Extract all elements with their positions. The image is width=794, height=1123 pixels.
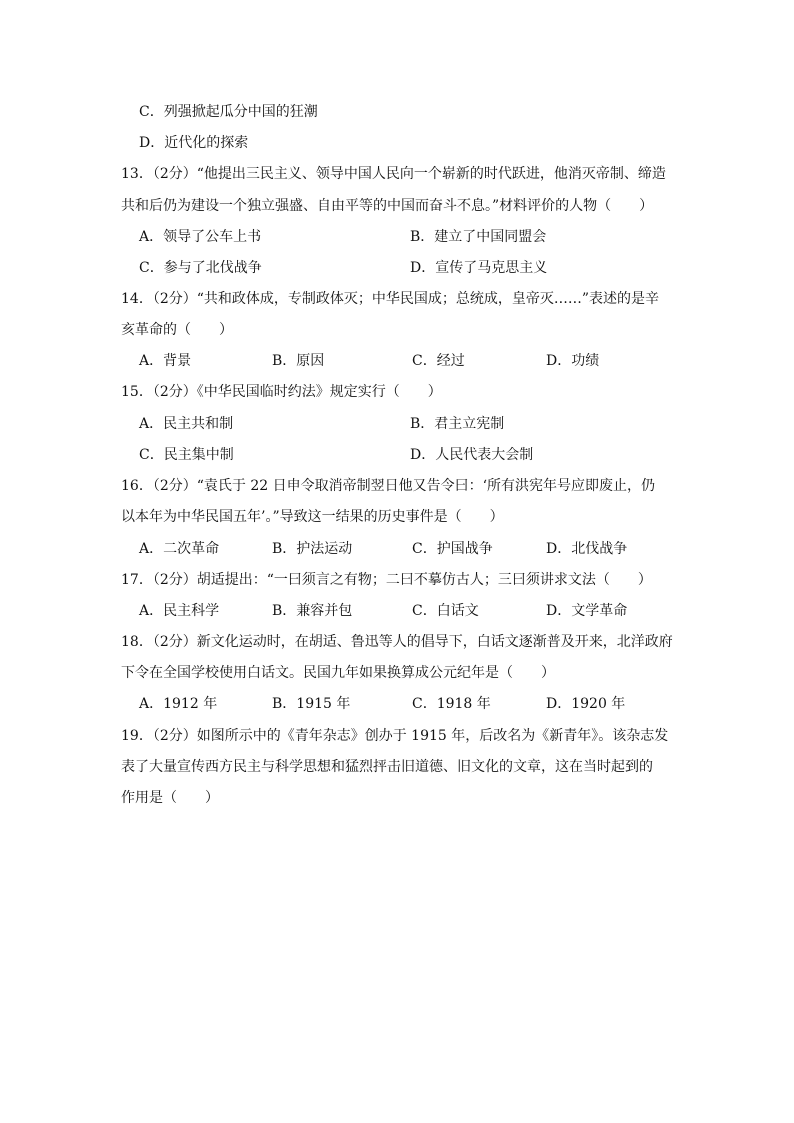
q18-option-a: A．1912 年 — [139, 696, 218, 712]
question-14 — [121, 289, 659, 309]
q18-option-b: B．1915 年 — [272, 696, 351, 712]
question-14-cont: 亥革命的（ ） — [121, 322, 233, 338]
question-15 — [121, 382, 442, 402]
question-text: 胡适提出：“一曰须言之有物；二曰不摹仿古人；三曰须讲求文法（ ） — [196, 572, 652, 588]
question-19-cont-2: 作用是（ ） — [121, 790, 219, 806]
q13-option-c: C．参与了北伐战争 — [139, 260, 262, 276]
question-number: 19．（2分） — [121, 728, 197, 744]
q15-option-b: B．君主立宪制 — [410, 416, 505, 432]
q18-option-c: C．1918 年 — [412, 696, 491, 712]
q14-option-d: D．功绩 — [546, 353, 600, 369]
question-text: 新文化运动时，在胡适、鲁迅等人的倡导下，白话文逐渐普及开来，北洋政府 — [196, 634, 673, 650]
q13-option-a: A．领导了公车上书 — [139, 229, 262, 245]
question-text: “他提出三民主义、领导中国人民向一个崭新的时代跃进，他消灭帝制、缔造 — [196, 166, 666, 182]
q16-option-d: D．北伐战争 — [546, 541, 628, 557]
question-text: 如图所示中的《青年杂志》创办于 1915 年，后改名为《新青年》。该杂志发 — [196, 728, 669, 744]
q17-option-c: C．白话文 — [412, 603, 479, 619]
question-number: 18．（2分） — [121, 634, 197, 650]
question-16 — [121, 476, 655, 496]
q13-option-b: B．建立了中国同盟会 — [410, 229, 547, 245]
q18-option-d: D．1920 年 — [546, 696, 626, 712]
q14-option-b: B．原因 — [272, 353, 325, 369]
q16-option-a: A．二次革命 — [139, 541, 220, 557]
q15-option-d: D．人民代表大会制 — [410, 447, 534, 463]
q16-option-c: C．护国战争 — [412, 541, 493, 557]
question-16-cont: 以本年为中华民国五年’。”导致这一结果的历史事件是（ ） — [121, 509, 504, 525]
question-18 — [121, 632, 673, 652]
question-13-cont: 共和后仍为建设一个独立强盛、自由平等的中国而奋斗不息。”材料评价的人物（ ） — [121, 198, 654, 214]
question-text: “共和政体成，专制政体灭；中华民国成；总统成，皇帝灭……”表述的是辛 — [196, 291, 660, 307]
question-number: 14．（2分） — [121, 291, 197, 307]
question-19-cont: 表了大量宣传西方民主与科学思想和猛烈抨击旧道德、旧文化的文章，这在当时起到的 — [121, 759, 653, 775]
q15-option-a: A．民主共和制 — [139, 416, 234, 432]
question-18-cont: 下令在全国学校使用白话文。民国九年如果换算成公元纪年是（ ） — [121, 665, 555, 681]
q17-option-d: D．文学革命 — [546, 603, 628, 619]
q17-option-b: B．兼容并包 — [272, 603, 353, 619]
prev-option-c: C．列强掀起瓜分中国的狂潮 — [139, 104, 318, 120]
question-number: 16．（2分） — [121, 478, 197, 494]
question-number: 17．（2分） — [121, 572, 197, 588]
question-text: “袁氏于 22 日申令取消帝制翌日他又告令曰：‘所有洪宪年号应即废止，仍 — [196, 478, 656, 494]
q17-option-a: A．民主科学 — [139, 603, 220, 619]
question-13 — [121, 164, 666, 184]
prev-option-d: D．近代化的探索 — [139, 135, 249, 151]
question-text: 《中华民国临时约法》规定实行（ ） — [196, 384, 442, 400]
q13-option-d: D．宣传了马克思主义 — [410, 260, 548, 276]
question-number: 15．（2分） — [121, 384, 197, 400]
question-17 — [121, 570, 652, 590]
q14-option-c: C．经过 — [412, 353, 465, 369]
question-19 — [121, 726, 668, 746]
q16-option-b: B．护法运动 — [272, 541, 353, 557]
q15-option-c: C．民主集中制 — [139, 447, 234, 463]
question-number: 13．（2分） — [121, 166, 197, 182]
q14-option-a: A．背景 — [139, 353, 192, 369]
